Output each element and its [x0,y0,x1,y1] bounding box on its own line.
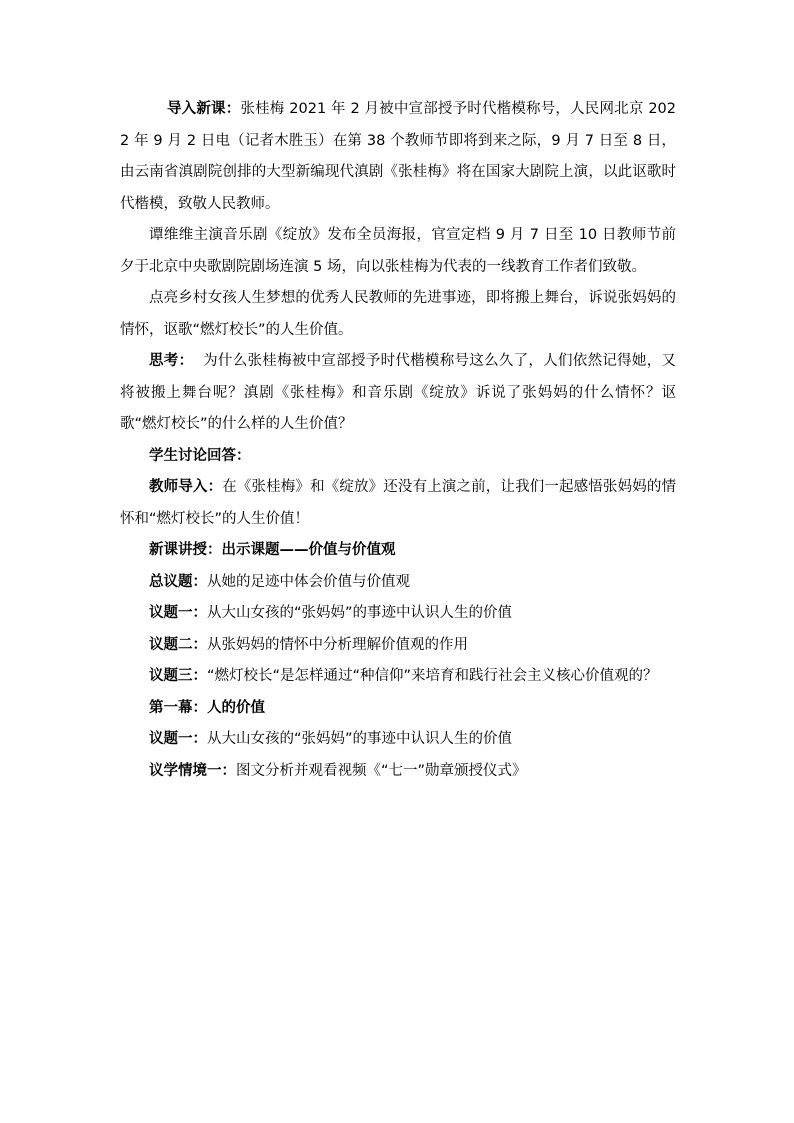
paragraph-thinking [120,346,676,441]
main-topic-label: 总议题： [149,573,207,590]
paragraph-topic-one-repeat [120,724,676,756]
topic-one-repeat-label: 议题一： [149,731,207,747]
topic-one-repeat-text: 从大山女孩的“张妈妈”的事迹中认识人生的价值 [207,731,513,747]
act-one-label: 第一幕：人的价值 [149,699,265,716]
paragraph-topic-three [120,661,676,693]
thinking-text: 为什么张桂梅被中宣部授予时代楷模称号这么久了，人们依然记得她，又将被搬上舞台呢？滇剧《张桂梅》和音乐剧《绽放》诉说了张妈妈的什么情怀？讴歌“燃灯校长”的什么样的人生价值？ [120,353,676,432]
document-body [120,94,676,787]
musical-text: 谭维维主演音乐剧《绽放》发布全员海报，官宣定档 9 月 7 日至 10 日教师节前夕于北京中央歌剧院剧场连演 5 场，向以张桂梅为代表的一线教育工作者们致敬。 [120,227,676,275]
new-lesson-label: 新课讲授：出示课题——价值与价值观 [149,542,396,558]
scenario-one-text: 图文分析并观看视频《“七一”勋章颁授仪式》 [236,762,527,779]
paragraph-lead-in [120,94,676,220]
topic-three-label: 议题三： [149,668,207,684]
topic-two-label: 议题二： [149,636,207,653]
paragraph-main-topic [120,567,676,599]
topic-one-text: 从大山女孩的“张妈妈”的事迹中认识人生的价值 [207,605,513,621]
scenario-one-label: 议学情境一： [149,762,236,779]
topic-one-label: 议题一： [149,605,207,621]
topic-three-text: “燃灯校长“是怎样通过“种信仰”来培育和践行社会主义核心价值观的？ [207,668,658,684]
paragraph-teacher-intro [120,472,676,535]
paragraph-musical [120,220,676,283]
student-discussion-label: 学生讨论回答： [149,447,251,464]
lead-in-text: 张桂梅 2021 年 2 月被中宣部授予时代楷模称号，人民网北京 2022 年 9 月 2 日电（记者木胜玉）在第 38 个教师节即将到来之际，9 月 7 日至 8 日，由云南省滇剧院创排的大型新编现代滇剧《张桂梅》将在国家大剧院上演，以此讴歌时代楷模，致敬人民教师。 [120,101,676,212]
lead-in-label: 导入新课： [167,101,241,117]
paragraph-stage [120,283,676,346]
stage-text: 点亮乡村女孩人生梦想的优秀人民教师的先进事迹，即将搬上舞台，诉说张妈妈的情怀，讴歌“燃灯校长”的人生价值。 [120,290,676,338]
paragraph-new-lesson [120,535,676,567]
paragraph-topic-two [120,630,676,662]
paragraph-act-one [120,693,676,725]
paragraph-topic-one [120,598,676,630]
teacher-intro-label: 教师导入： [149,479,223,495]
thinking-label: 思考： [149,353,194,369]
paragraph-student-discussion [120,441,676,473]
teacher-intro-text: 在《张桂梅》和《绽放》还没有上演之前，让我们一起感悟张妈妈的情怀和“燃灯校长”的人生价值！ [120,479,677,527]
topic-two-text: 从张妈妈的情怀中分析理解价值观的作用 [207,636,468,653]
main-topic-text: 从她的足迹中体会价值与价值观 [207,573,410,590]
paragraph-scenario-one [120,756,676,788]
